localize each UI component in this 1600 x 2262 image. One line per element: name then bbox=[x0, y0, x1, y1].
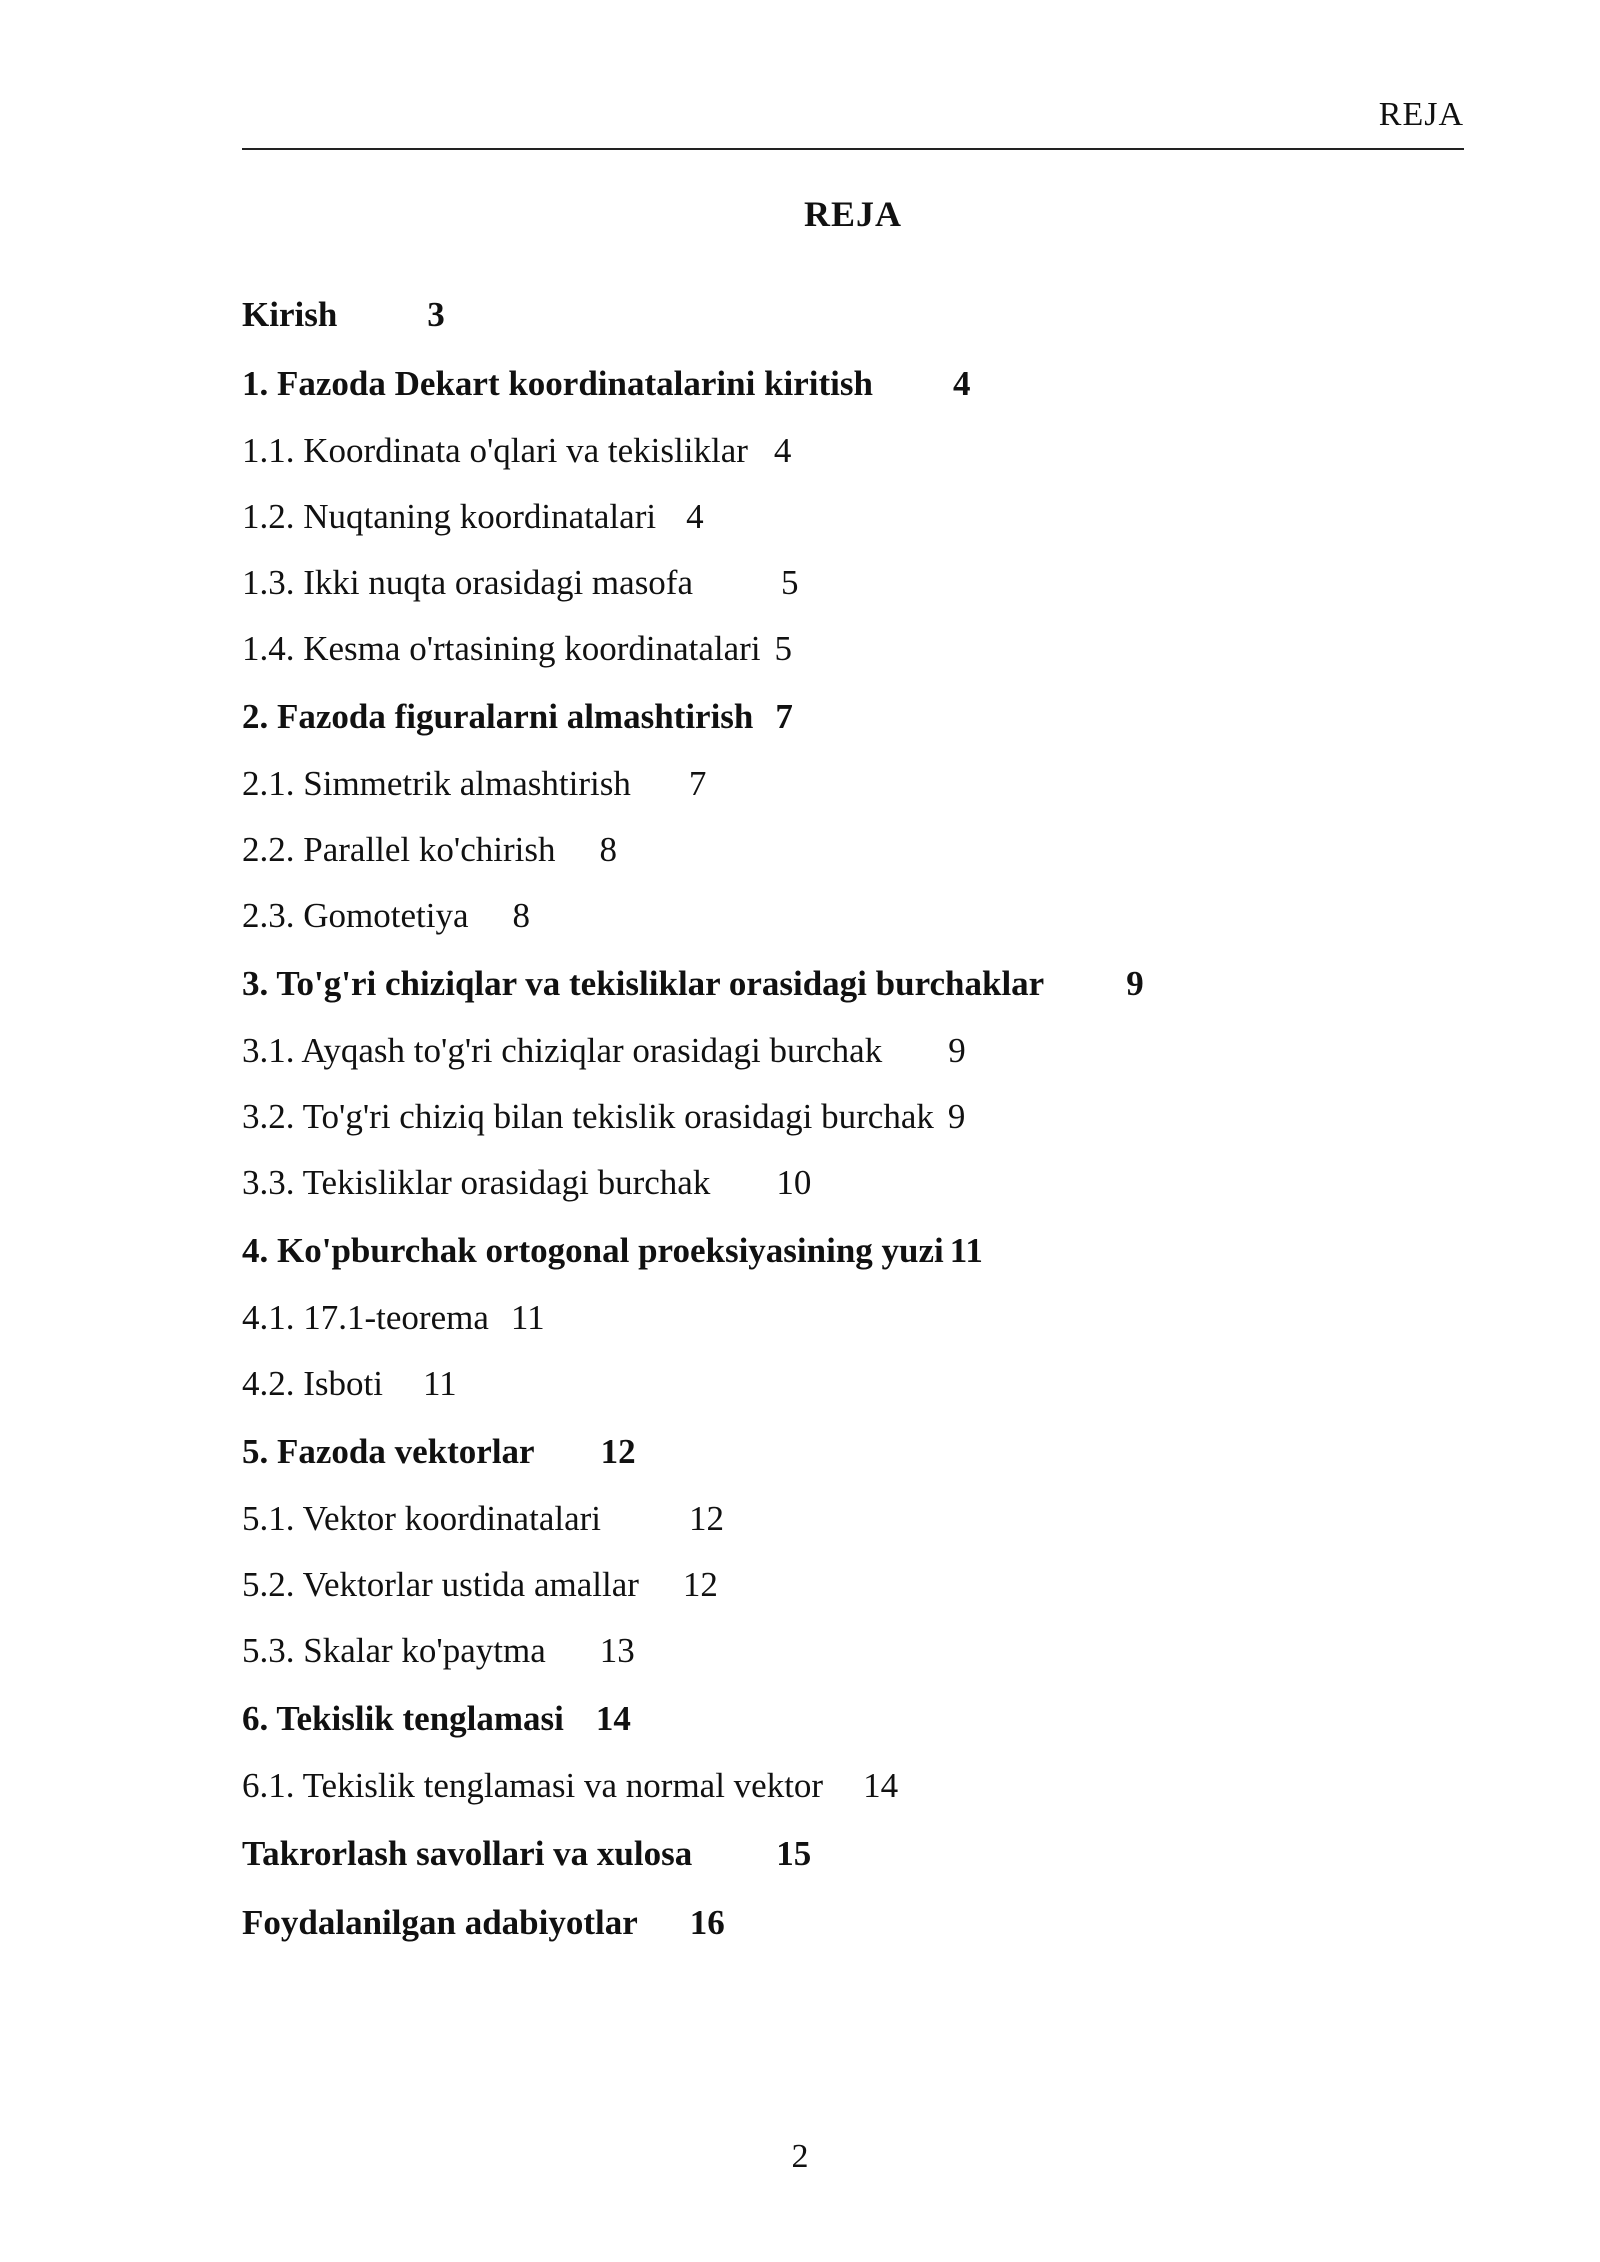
toc-entry-title: 2.3. Gomotetiya bbox=[242, 896, 469, 935]
toc-entry-title: 1.4. Kesma o'rtasining koordinatalari bbox=[242, 629, 761, 668]
toc-entry bbox=[242, 949, 1464, 1018]
toc-entry-title: 5.1. Vektor koordinatalari bbox=[242, 1499, 601, 1538]
toc-entry-title: 1. Fazoda Dekart koordinatalarini kiritish bbox=[242, 364, 873, 403]
toc-entry bbox=[242, 1351, 1464, 1417]
toc-entry-title: 4.2. Isboti bbox=[242, 1364, 383, 1403]
toc-entry-page: 9 bbox=[948, 1031, 966, 1070]
toc-entry-page: 10 bbox=[776, 1163, 812, 1202]
toc-entry-title: 3.1. Ayqash to'g'ri chiziqlar orasidagi burchak bbox=[242, 1031, 883, 1070]
toc-entry-page: 12 bbox=[689, 1499, 724, 1538]
toc-entry-title: 1.3. Ikki nuqta orasidagi masofa bbox=[242, 563, 694, 602]
toc-entry bbox=[242, 418, 1464, 484]
running-header: REJA bbox=[1378, 96, 1464, 133]
toc-entry-title: 5. Fazoda vektorlar bbox=[242, 1432, 535, 1471]
header-rule bbox=[242, 148, 1464, 150]
toc-entry-page: 12 bbox=[682, 1565, 718, 1604]
toc-entry bbox=[242, 1888, 1464, 1957]
toc-entry-page: 5 bbox=[781, 563, 799, 602]
toc-entry-page: 8 bbox=[512, 896, 530, 935]
toc-entry-page: 13 bbox=[599, 1631, 635, 1670]
toc-entry bbox=[242, 550, 1464, 616]
toc-entry-title: 4.1. 17.1-teorema bbox=[242, 1298, 489, 1337]
toc-entry-page: 12 bbox=[600, 1432, 636, 1471]
toc-entry bbox=[242, 751, 1464, 817]
toc-entry-page: 14 bbox=[863, 1766, 899, 1805]
toc-entry bbox=[242, 1819, 1464, 1888]
toc-entry bbox=[242, 682, 1464, 751]
toc-entry-title: 2. Fazoda figuralarni almashtirish bbox=[242, 697, 754, 736]
toc-entry-title: 2.1. Simmetrik almashtirish bbox=[242, 764, 631, 803]
toc-entry-title: 6.1. Tekislik tenglamasi va normal vektor bbox=[242, 1766, 824, 1805]
toc-entry-page: 5 bbox=[774, 629, 793, 668]
toc-entry bbox=[242, 1285, 1464, 1351]
toc-entry-page: 4 bbox=[686, 497, 704, 536]
toc-entry bbox=[242, 1618, 1464, 1684]
page-title: REJA bbox=[803, 194, 902, 234]
toc-entry-title: 3.3. Tekisliklar orasidagi burchak bbox=[242, 1163, 711, 1202]
page-number: 2 bbox=[791, 2138, 809, 2175]
toc-entry-title: 3. To'g'ri chiziqlar va tekisliklar orasidagi burchaklar bbox=[242, 964, 1045, 1003]
toc-entry bbox=[242, 1486, 1464, 1552]
toc-entry-page: 11 bbox=[510, 1298, 545, 1337]
toc-entry bbox=[242, 1018, 1464, 1084]
toc-entry bbox=[242, 1150, 1464, 1216]
toc-entry-title: 2.2. Parallel ko'chirish bbox=[242, 830, 556, 869]
toc-entry-page: 9 bbox=[947, 1097, 966, 1136]
toc-entry-title: 4. Ko'pburchak ortogonal proeksiyasining yuzi bbox=[242, 1231, 944, 1270]
toc-entry-title: Kirish bbox=[242, 295, 338, 334]
toc-entry-title: Takrorlash savollari va xulosa bbox=[242, 1834, 693, 1873]
toc-entry bbox=[242, 1684, 1464, 1753]
toc-entry-title: 1.1. Koordinata o'qlari va tekisliklar bbox=[242, 431, 748, 470]
toc-entry bbox=[242, 1084, 1464, 1150]
toc-entry-page: 4 bbox=[953, 364, 971, 403]
toc-entry-title: 5.3. Skalar ko'paytma bbox=[242, 1631, 546, 1670]
toc-entry bbox=[242, 280, 1464, 349]
toc-entry-page: 8 bbox=[599, 830, 617, 869]
toc-entry bbox=[242, 484, 1464, 550]
toc-entry bbox=[242, 1552, 1464, 1618]
toc-entry-title: Foydalanilgan adabiyotlar bbox=[242, 1903, 638, 1942]
toc-entry bbox=[242, 616, 1464, 682]
toc-entry bbox=[242, 883, 1464, 949]
toc-entry-page: 14 bbox=[595, 1699, 631, 1738]
toc-entry-page: 3 bbox=[427, 295, 445, 334]
toc-entry-page: 16 bbox=[689, 1903, 725, 1942]
toc-entry-page: 11 bbox=[422, 1364, 457, 1403]
toc-entry-page: 15 bbox=[776, 1834, 812, 1873]
toc-entry bbox=[242, 1216, 1464, 1285]
toc-entry bbox=[242, 1417, 1464, 1486]
toc-entry-page: 9 bbox=[1126, 964, 1144, 1003]
toc-entry-title: 3.2. To'g'ri chiziq bilan tekislik orasidagi burchak bbox=[242, 1097, 934, 1136]
toc-entry bbox=[242, 817, 1464, 883]
toc-entry-title: 1.2. Nuqtaning koordinatalari bbox=[242, 497, 657, 536]
toc-entry-page: 4 bbox=[773, 431, 792, 470]
table-of-contents bbox=[242, 280, 1464, 1957]
toc-entry bbox=[242, 349, 1464, 418]
toc-entry-page: 11 bbox=[949, 1231, 983, 1270]
toc-entry-page: 7 bbox=[775, 697, 793, 736]
toc-entry-title: 5.2. Vektorlar ustida amallar bbox=[242, 1565, 639, 1604]
toc-entry bbox=[242, 1753, 1464, 1819]
toc-entry-title: 6. Tekislik tenglamasi bbox=[242, 1699, 564, 1738]
toc-entry-page: 7 bbox=[688, 764, 707, 803]
